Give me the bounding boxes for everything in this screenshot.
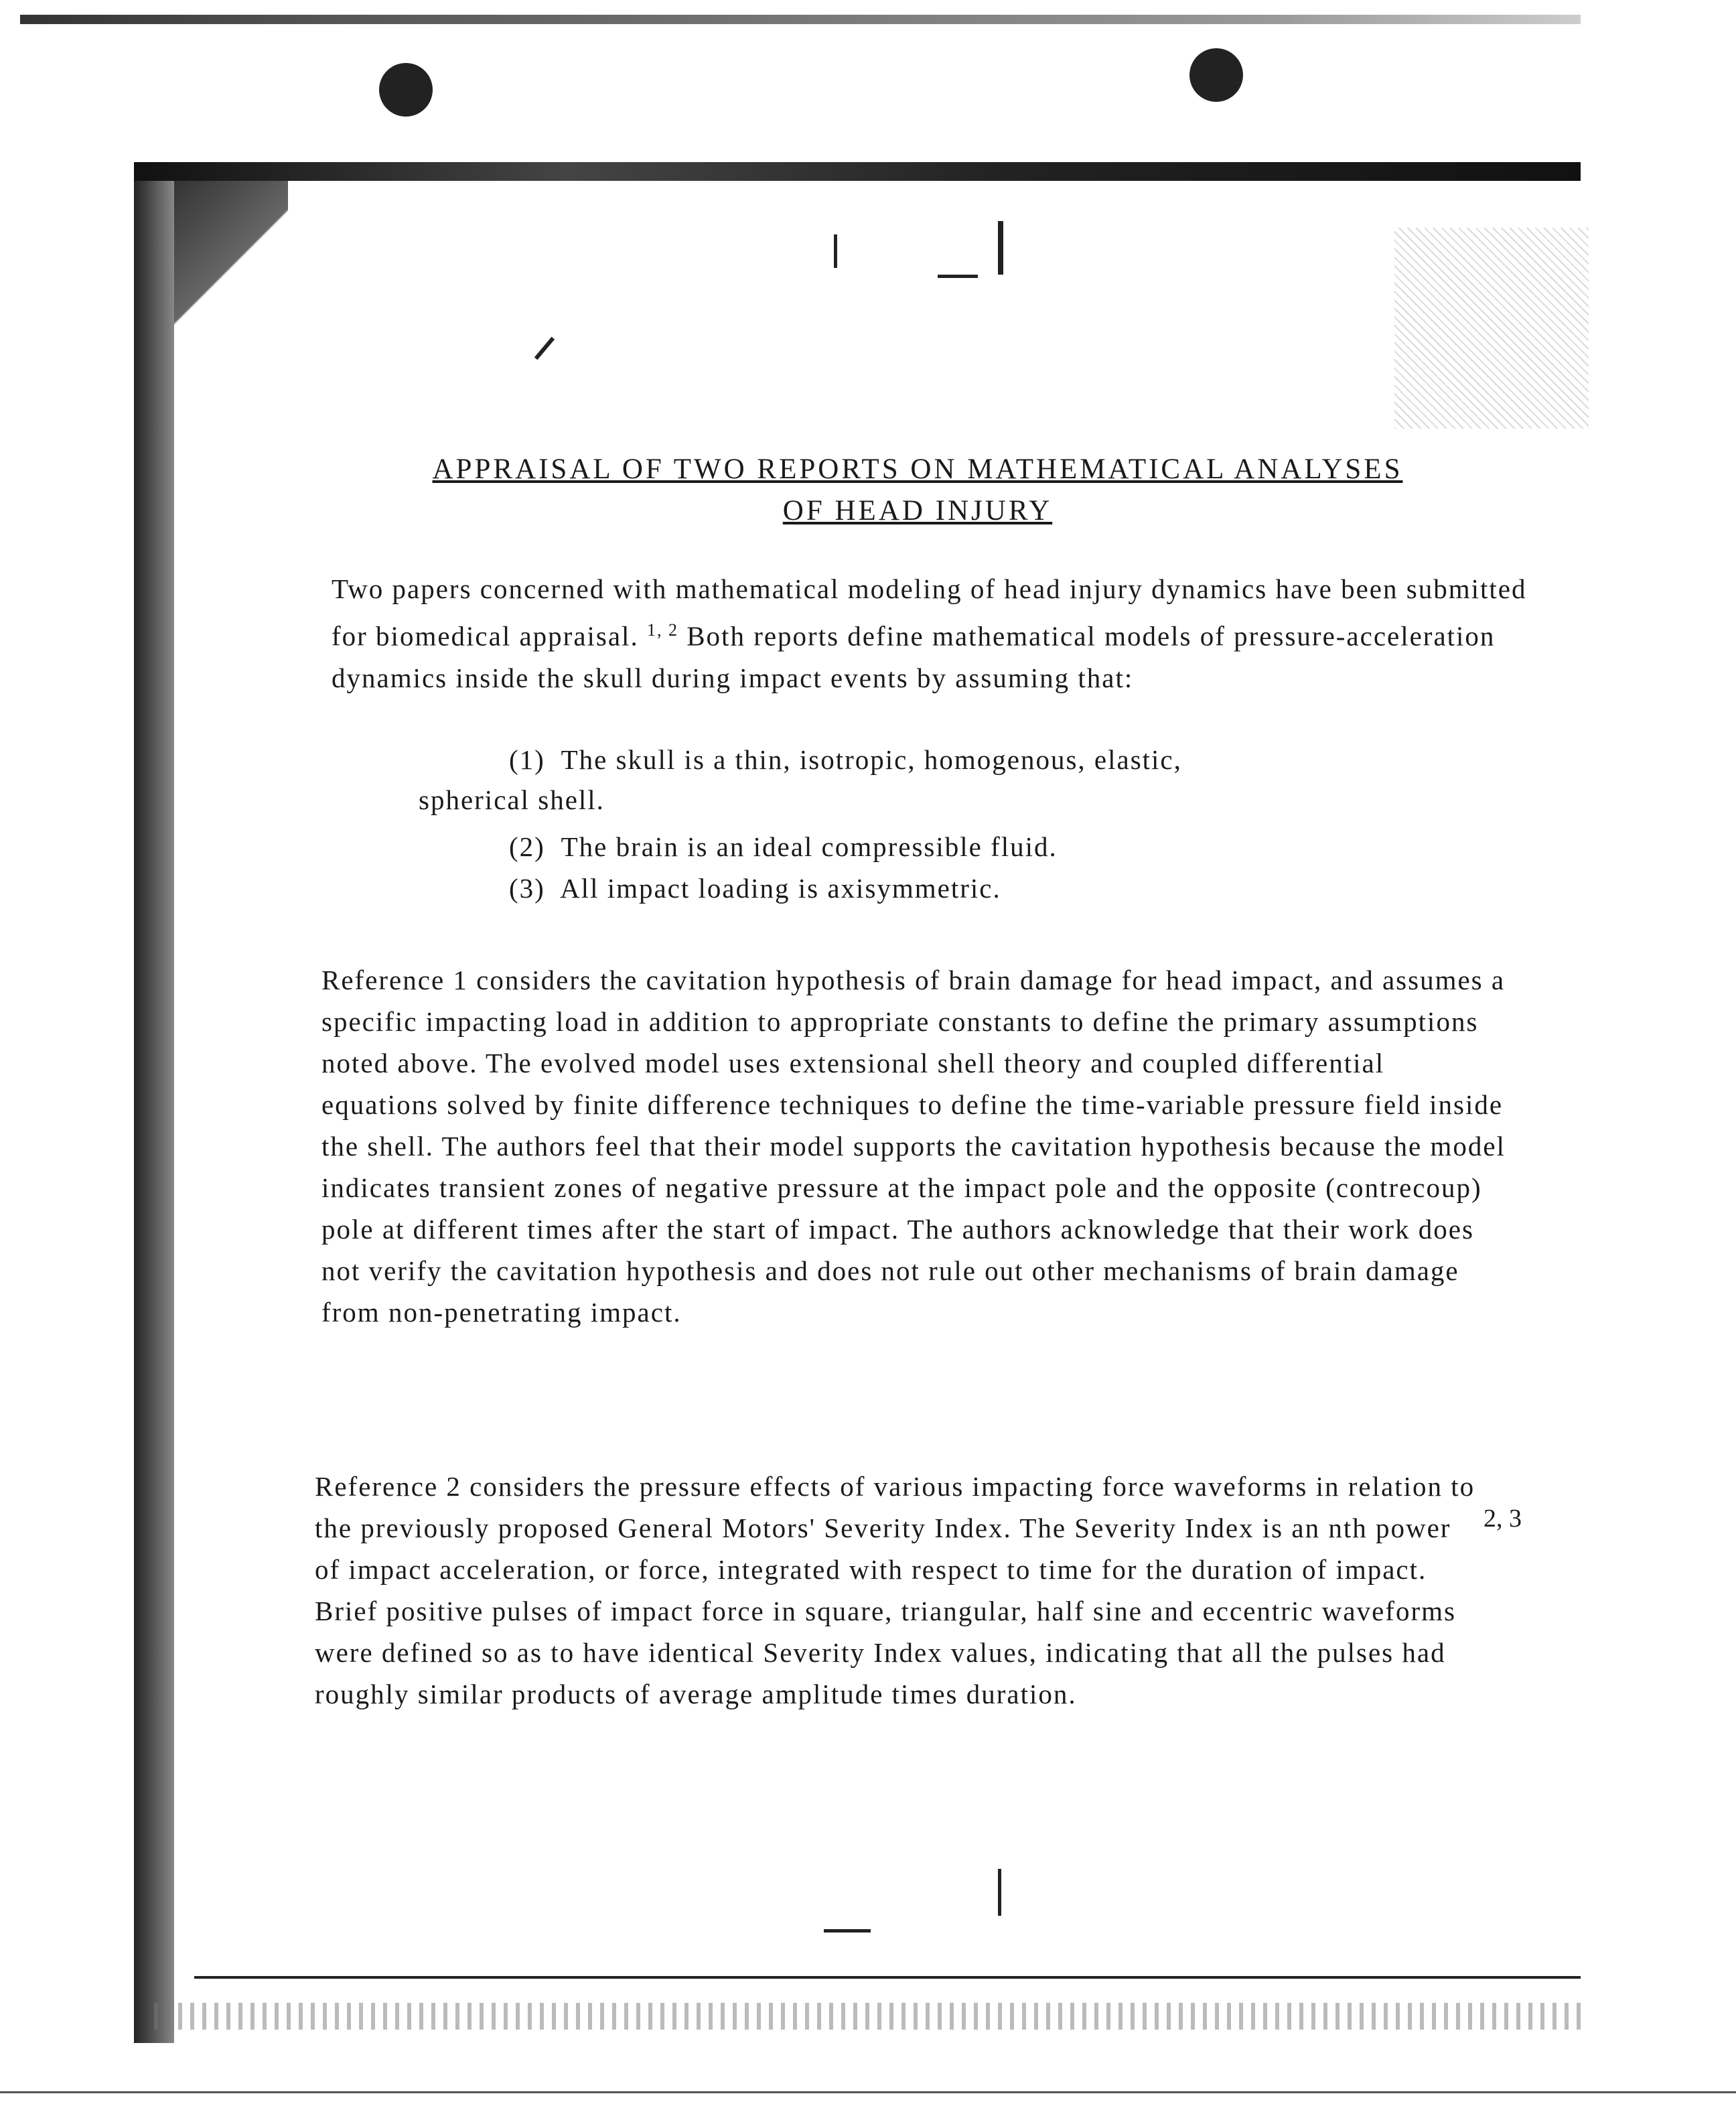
intro-citation: 1, 2 — [646, 620, 678, 640]
assumption-text: The brain is an ideal compressible fluid. — [561, 831, 1058, 862]
assumption-number: (2) — [509, 831, 545, 862]
assumption-1-cont: spherical shell. — [419, 784, 605, 815]
intro-text-cont: Both reports define mathematical models of pressure-acceleration dynamics inside the skull during impact events by assuming that: — [332, 620, 1496, 693]
reference-1-paragraph: Reference 1 considers the cavitation hypothesis of brain damage for head impact, and assumes a specific impacting load in addition to appropriate constants to define the primary assumptions noted above. The evolved model uses extensional shell theory and coupled differential equations solved by finite difference techniques to define the time-variable pressure field inside the shell. The authors feel that their model supports the cavitation hypothesis because the model indicates transient zones of negative pressure at the impact pole and the opposite (contrecoup) pole at different times after the start of impact. The authors acknowledge that their work does not verify the cavitation hypothesis and does not rule out other mechanisms of brain damage from non-penetrating impact. — [321, 965, 1506, 1328]
punch-hole-left — [379, 63, 433, 117]
stamp-mark — [834, 234, 837, 268]
page-title-line1: APPRAISAL OF TWO REPORTS ON MATHEMATICAL ANALYSES — [432, 453, 1403, 485]
stamp-mark — [534, 337, 555, 360]
assumption-text: The skull is a thin, isotropic, homogenous, elastic, — [561, 744, 1182, 775]
stamp-mark — [998, 1869, 1001, 1916]
page-edge-top — [134, 162, 1581, 181]
assumption-1 — [509, 744, 1182, 776]
assumption-text: All impact loading is axisymmetric. — [560, 873, 1001, 904]
footer-rule — [194, 1976, 1581, 1979]
scan-noise-bottom — [154, 2003, 1581, 2030]
scan-edge-top — [20, 15, 1581, 24]
scan-noise — [1394, 228, 1589, 429]
page-title-line2: OF HEAD INJURY — [782, 495, 1053, 526]
assumption-3 — [509, 872, 1001, 904]
assumption-number: (1) — [509, 744, 545, 775]
stamp-mark — [938, 275, 978, 278]
intro-text: Two papers concerned with mathematical modeling of head injury dynamics have been submitted for biomedical appraisal. — [332, 573, 1527, 652]
assumption-number: (3) — [509, 873, 545, 904]
assumption-2 — [509, 831, 1058, 863]
margin-note: 2, 3 — [1484, 1504, 1522, 1533]
punch-hole-right — [1189, 48, 1243, 102]
reference-2-paragraph: Reference 2 considers the pressure effects of various impacting force waveforms in relation to the previously proposed General Motors' Severity Index. The Severity Index is an nth power of impact acceleration, or force, integrated with respect to time for the duration of impact. Brief positive pulses of impact force in square, triangular, half sine and eccentric waveforms were defined so as to have identical Severity Index values, indicating that all the pulses had roughly similar products of average amplitude times duration. — [315, 1471, 1475, 1709]
page-corner-shadow — [174, 181, 288, 382]
page-edge-left — [134, 181, 174, 2043]
intro-paragraph — [332, 568, 1537, 699]
stamp-mark — [998, 221, 1003, 275]
scan-edge-bottom — [0, 2091, 1736, 2093]
stamp-mark — [824, 1929, 871, 1933]
